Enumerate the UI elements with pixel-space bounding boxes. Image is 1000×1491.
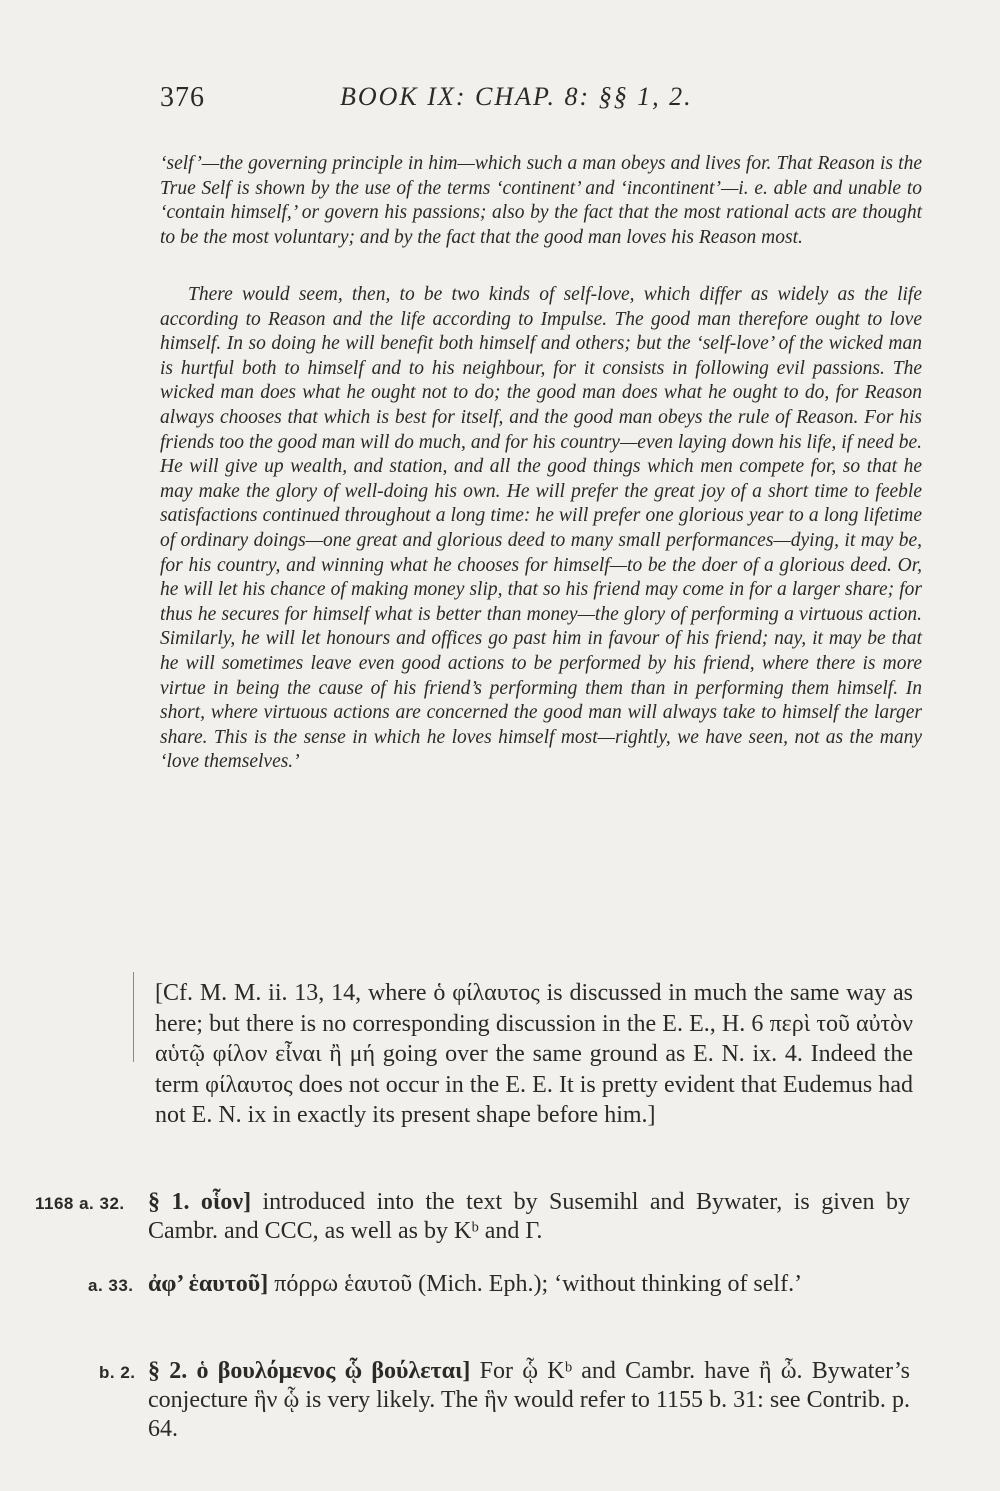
note-body (148, 1270, 910, 1299)
page-header (160, 82, 920, 122)
line-reference: a. 33. (88, 1276, 134, 1295)
line-reference: 1168 a. 32. (35, 1194, 125, 1213)
note-body (148, 1357, 910, 1444)
note-text: For ᾧ Kᵇ and Cambr. have ἢ ὦ. Bywater’s conjecture ἣν ᾧ is very likely. The ἣν would refer to 1155 b. 31: see Contrib. p. 64. (148, 1358, 910, 1442)
note-text: introduced into the text by Susemihl and Bywater, is given by Cambr. and CCC, as well as by Kᵇ and Γ. (148, 1189, 910, 1244)
summary-paragraph-2: There would seem, then, to be two kinds of self-love, which differ as widely as the life according to Reason and the life according to Impulse. The good man therefore ought to love himself. In so doing he will benefit both himself and others; but the ‘self-love’ of the wicked man is hurtful both to himself and to his neighbour, for it consists in following evil passions. The wicked man does what he ought not to do; the good man does what he ought to do, for Reason always chooses that which is best for itself, and the good man obeys the rule of Reason. For his friends too the good man will do much, and for his country—even laying down his life, if need be. He will give up wealth, and station, and all the good things which men compete for, so that he may make the glory of well-doing his own. He will prefer the great joy of a short time to feeble satisfactions continued throughout a long time: he will prefer one glorious year to a long lifetime of ordinary doings—one great and glorious deed to many small performances—dying, it may be, for his country, and winning what he chooses for himself—to be the doer of a glorious deed. Or, he will let his chance of making money slip, that so his friend may come in for a larger share; for thus he secures for himself what is better than money—the glory of performing a virtuous action. Similarly, he will let honours and offices go past him in favour of his friend; nay, it may be that he will sometimes leave even good actions to be performed by his friend, where there is more virtue in being the cause of his friend’s performing them than in performing them himself. In short, where virtuous actions are concerned the good man will always take to himself the larger share. This is the sense in which he loves himself most—rightly, we have seen, not as the many ‘love themselves.’ (160, 284, 922, 773)
margin-rule (133, 972, 134, 1062)
note-lemma: ἀφ’ ἑαυτοῦ] (148, 1271, 269, 1297)
bracketed-commentary: [Cf. M. M. ii. 13, 14, where ὁ φίλαυτος is discussed in much the same way as here; but there is no corresponding discussion in the E. E., H. 6 περὶ τοῦ αὐτὸν αὑτῷ φίλον εἶναι ἢ μή going over the same ground as E. N. ix. 4. Indeed the term φίλαυτος does not occur in the E. E. It is pretty evident that Eudemus had not E. N. ix in exactly its present shape before him.] (155, 980, 913, 1128)
summary-paragraph-1: ‘self’—the governing principle in him—which such a man obeys and lives for. That Reason is the True Self is shown by the use of the terms ‘continent’ and ‘incontinent’—i. e. able and unable to ‘contain himself,’ or govern his passions; also by the fact that the most rational acts are thought to be the most voluntary; and by the fact that the good man loves his Reason most. (160, 153, 922, 248)
note-body (148, 1188, 910, 1246)
note-text: πόρρω ἑαυτοῦ (Mich. Eph.); ‘without thinking of self.’ (268, 1271, 803, 1297)
note-lemma: § 1. οἷον] (148, 1189, 252, 1215)
running-head: BOOK IX: CHAP. 8: §§ 1, 2. (340, 82, 693, 111)
note-lemma: § 2. ὁ βουλόμενος ᾧ βούλεται] (148, 1358, 471, 1384)
line-reference: b. 2. (99, 1363, 136, 1382)
page-number: 376 (160, 82, 205, 113)
